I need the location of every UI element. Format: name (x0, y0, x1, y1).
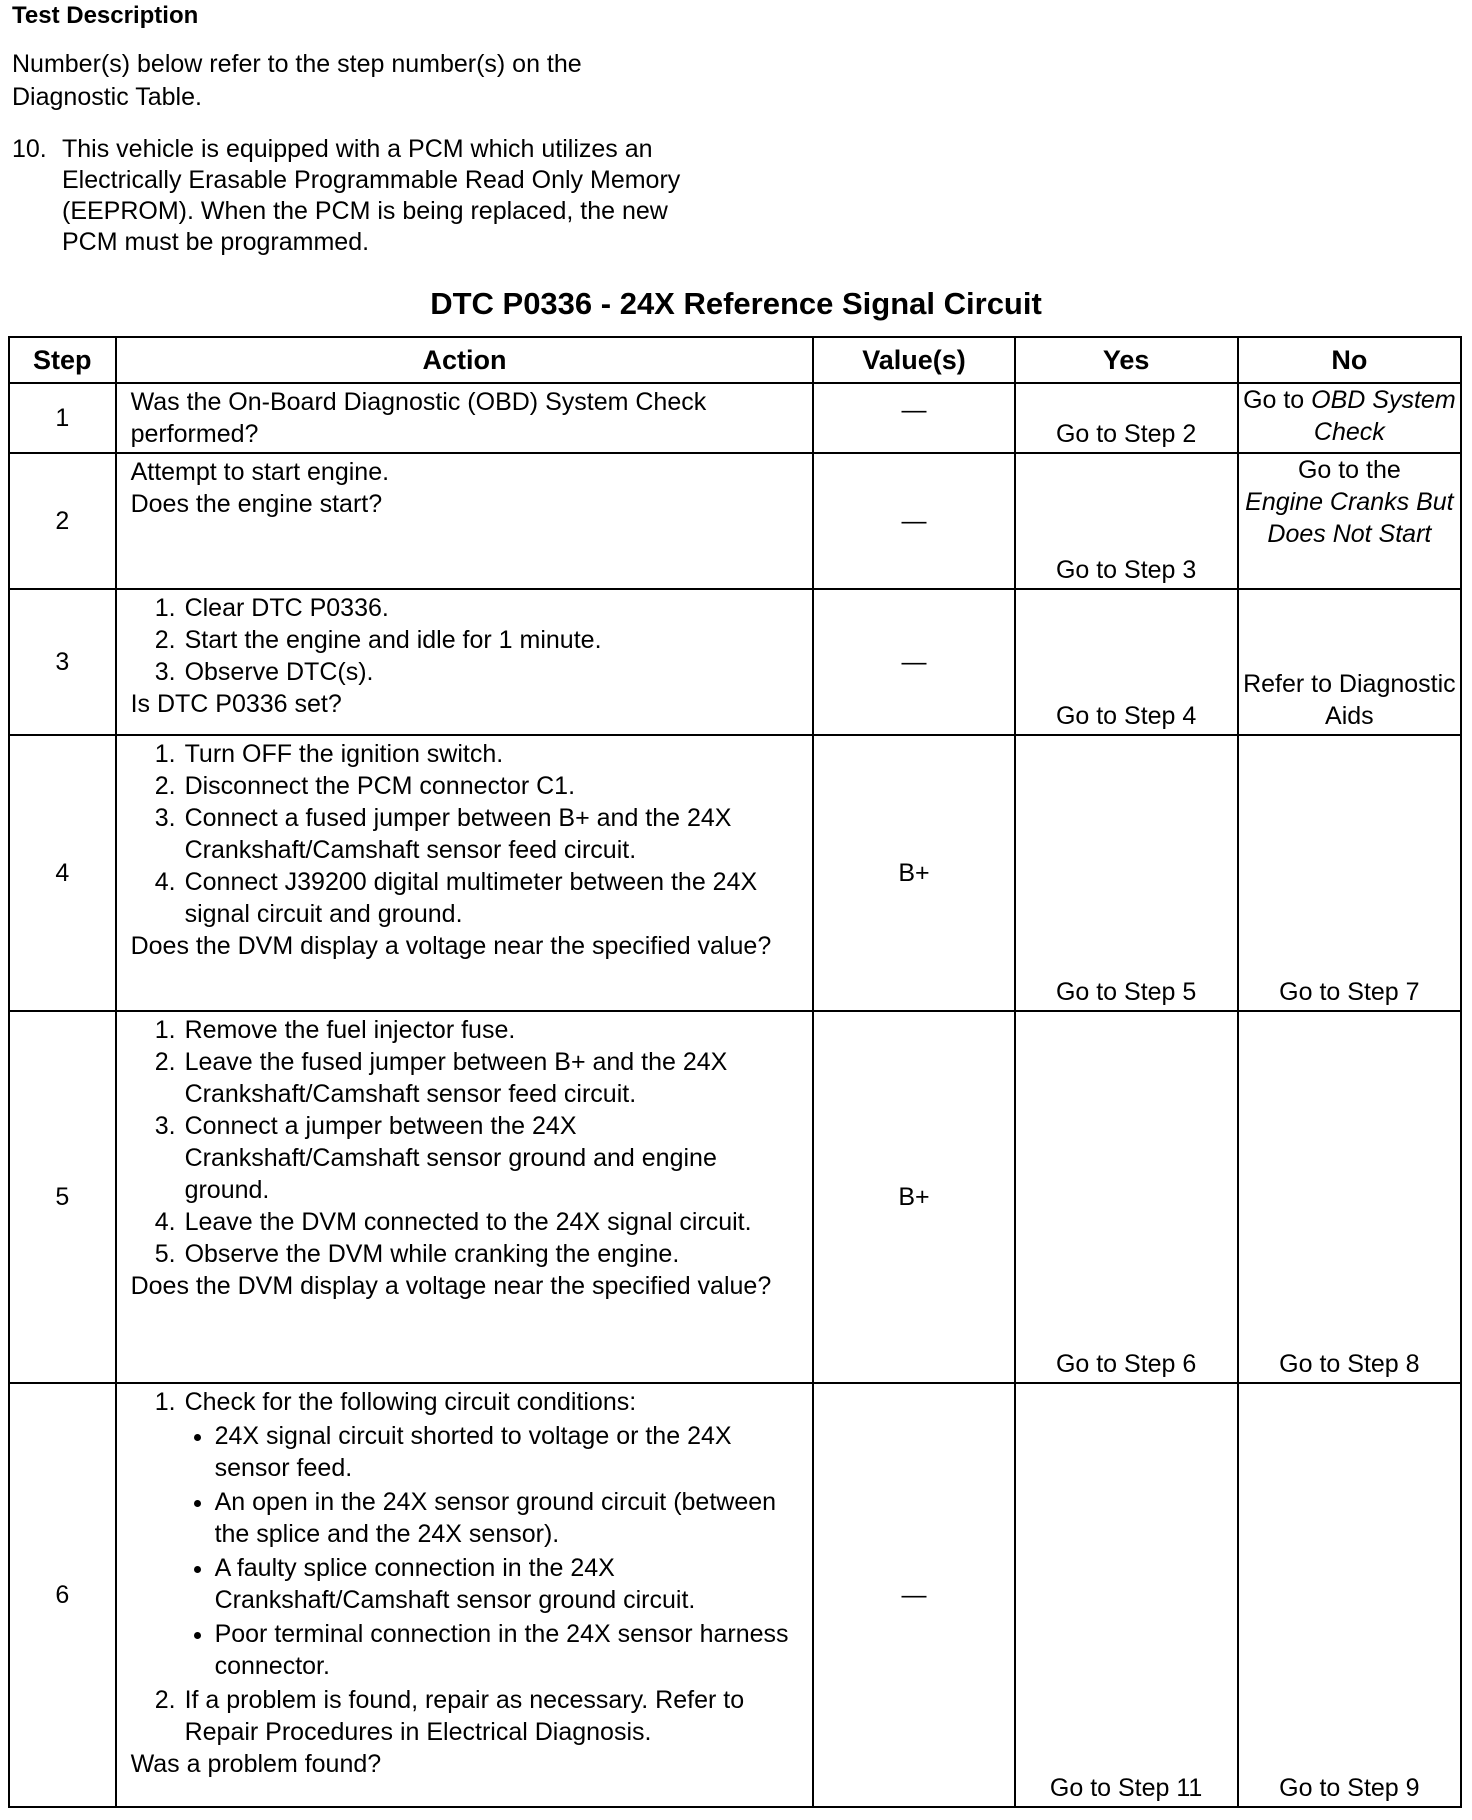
action-step: 3. Connect a jumper between the 24X Crankshaft/Camshaft sensor ground and engine ground. (183, 1110, 803, 1206)
action-step: 2. If a problem is found, repair as necessary. Refer to Repair Procedures in Electrical Diagnosis. (183, 1684, 803, 1748)
test-description-note (12, 134, 712, 258)
action-step: 2. Disconnect the PCM connector C1. (183, 770, 803, 802)
action-step (183, 1386, 803, 1682)
action-cell (116, 735, 814, 1011)
condition-item: • Poor terminal connection in the 24X sensor harness connector. (215, 1618, 803, 1682)
yes-cell: Go to Step 6 (1015, 1011, 1238, 1383)
action-cell (116, 589, 814, 735)
action-question: Was the On-Board Diagnostic (OBD) System Check performed? (130, 388, 707, 448)
yes-cell: Go to Step 3 (1015, 453, 1238, 589)
no-prefix: Go to the (1297, 456, 1401, 484)
action-steps (131, 1386, 803, 1748)
table-row (9, 589, 1461, 735)
no-cell: Refer to Diagnostic Aids (1238, 589, 1461, 735)
action-question: Does the engine start? (130, 490, 383, 518)
value-cell: — (813, 1383, 1014, 1807)
action-step: 5. Observe the DVM while cranking the engine. (183, 1238, 803, 1270)
value-cell: — (813, 589, 1014, 735)
header-yes: Yes (1015, 337, 1238, 383)
action-step: 2. Leave the fused jumper between B+ and the 24X Crankshaft/Camshaft sensor feed circuit. (183, 1046, 803, 1110)
diagnostic-table (8, 336, 1462, 1808)
action-question: Does the DVM display a voltage near the specified value? (130, 1272, 772, 1300)
action-question: Is DTC P0336 set? (130, 690, 342, 718)
yes-cell: Go to Step 4 (1015, 589, 1238, 735)
no-prefix: Go to (1243, 386, 1305, 414)
action-question: Was a problem found? (130, 1750, 382, 1778)
action-step: 4. Connect J39200 digital multimeter between the 24X signal circuit and ground. (183, 866, 803, 930)
action-question: Does the DVM display a voltage near the specified value? (130, 932, 772, 960)
action-steps (131, 592, 803, 688)
condition-list (185, 1420, 803, 1682)
value-cell: — (813, 383, 1014, 453)
no-cell: Go to Step 9 (1238, 1383, 1461, 1807)
yes-cell: Go to Step 11 (1015, 1383, 1238, 1807)
no-cell (1238, 383, 1461, 453)
action-cell (116, 453, 814, 589)
no-reference: OBD System Check (1311, 386, 1456, 446)
header-no: No (1238, 337, 1461, 383)
step-number: 3 (9, 589, 116, 735)
action-cell (116, 1011, 814, 1383)
table-row (9, 1383, 1461, 1807)
action-steps (131, 1014, 803, 1270)
no-cell: Go to Step 7 (1238, 735, 1461, 1011)
action-step: 1. Clear DTC P0336. (183, 592, 803, 624)
action-step: 2. Start the engine and idle for 1 minute. (183, 624, 803, 656)
table-title: DTC P0336 - 24X Reference Signal Circuit (430, 286, 1042, 321)
table-row (9, 453, 1461, 589)
action-step: 1. Remove the fuel injector fuse. (183, 1014, 803, 1046)
test-description-title: Test Description (12, 2, 199, 29)
table-header-row (9, 337, 1461, 383)
header-values: Value(s) (813, 337, 1014, 383)
action-step: 3. Connect a fused jumper between B+ and the 24X Crankshaft/Camshaft sensor feed circuit. (183, 802, 803, 866)
action-cell (116, 1383, 814, 1807)
no-cell (1238, 453, 1461, 589)
header-step: Step (9, 337, 116, 383)
no-cell: Go to Step 8 (1238, 1011, 1461, 1383)
table-row (9, 735, 1461, 1011)
condition-item: • An open in the 24X sensor ground circuit (between the splice and the 24X sensor). (215, 1486, 803, 1550)
action-step: 4. Leave the DVM connected to the 24X signal circuit. (183, 1206, 803, 1238)
action-step-text: Check for the following circuit conditions: (184, 1388, 637, 1416)
test-description-intro: Number(s) below refer to the step number(s) on the Diagnostic Table. (12, 50, 582, 111)
step-number: 4 (9, 735, 116, 1011)
note-number: 10. (12, 135, 47, 163)
action-step: 1. Turn OFF the ignition switch. (183, 738, 803, 770)
table-row (9, 1011, 1461, 1383)
step-number: 2 (9, 453, 116, 589)
step-number: 6 (9, 1383, 116, 1807)
no-reference: Engine Cranks But Does Not Start (1245, 488, 1454, 548)
value-cell: — (813, 453, 1014, 589)
condition-item: • 24X signal circuit shorted to voltage or the 24X sensor feed. (215, 1420, 803, 1484)
action-steps (131, 738, 803, 930)
action-line: Attempt to start engine. (130, 458, 390, 486)
note-text: This vehicle is equipped with a PCM which utilizes an Electrically Erasable Programmable Read Only Memory (EEPROM). When the PCM is being replaced, the new PCM must be programmed. (62, 135, 681, 256)
header-action: Action (116, 337, 814, 383)
action-cell (116, 383, 814, 453)
value-cell: B+ (813, 1011, 1014, 1383)
condition-item: • A faulty splice connection in the 24X Crankshaft/Camshaft sensor ground circuit. (215, 1552, 803, 1616)
step-number: 5 (9, 1011, 116, 1383)
value-cell: B+ (813, 735, 1014, 1011)
table-row (9, 383, 1461, 453)
action-step: 3. Observe DTC(s). (183, 656, 803, 688)
step-number: 1 (9, 383, 116, 453)
yes-cell: Go to Step 2 (1015, 383, 1238, 453)
yes-cell: Go to Step 5 (1015, 735, 1238, 1011)
